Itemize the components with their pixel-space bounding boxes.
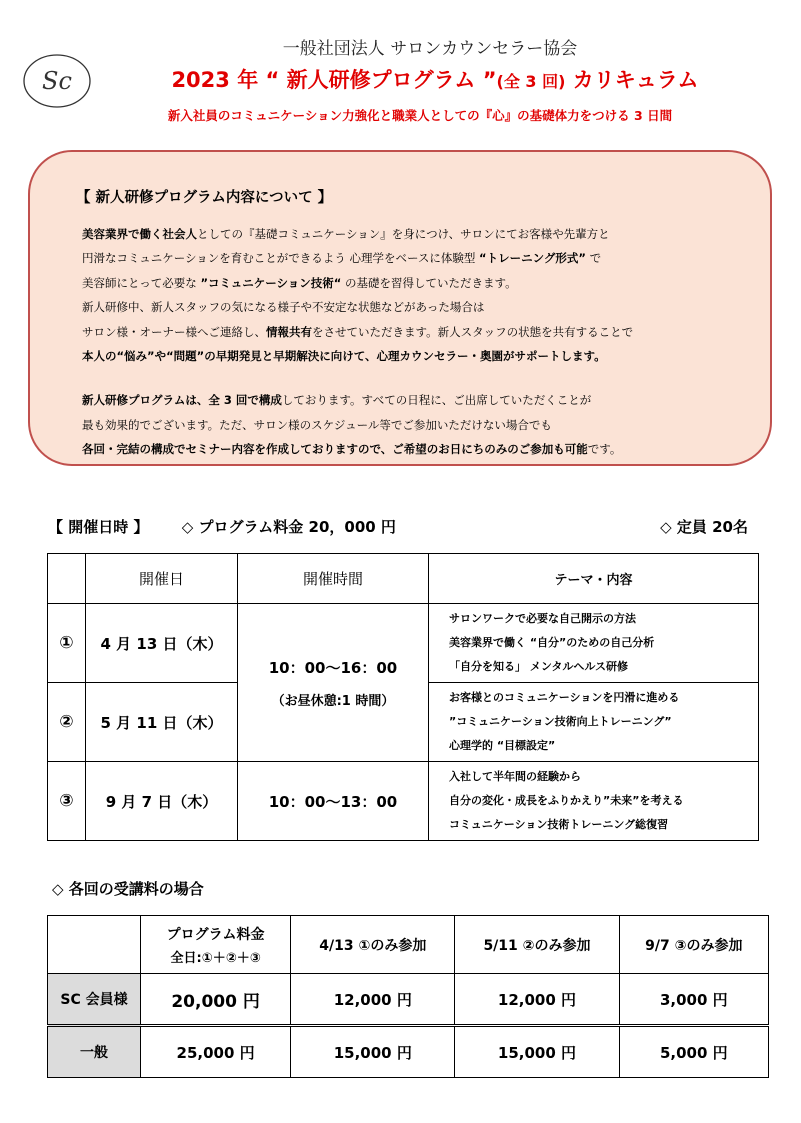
fee-table bbox=[47, 915, 769, 1078]
fee-cell: 25,000 円 bbox=[141, 1026, 291, 1078]
table-row bbox=[48, 762, 759, 841]
fee-cell: 5,000 円 bbox=[619, 1026, 768, 1078]
column-header: テーマ・内容 bbox=[429, 554, 759, 604]
table-header-row bbox=[48, 916, 769, 974]
session-topics: サロンワークで必要な自己開示の方法 美容業界で働く “自分”のための自己分析 「自分を知る」 メンタルヘルス研修 bbox=[429, 604, 759, 683]
session-number: ① bbox=[48, 604, 86, 683]
info-line: 円滑なコミュニケーションを育むことができるよう 心理学をベースに体験型 “トレーニング形式” で bbox=[82, 251, 602, 266]
time-range: 10：00～16：00 bbox=[268, 658, 398, 677]
session-date: 4 月 13 日（木） bbox=[86, 604, 238, 683]
schedule-header bbox=[48, 516, 748, 537]
info-line: サロン様・オーナー様へご連絡し、情報共有をさせていただきます。新人スタッフの状態を共有することで bbox=[82, 324, 634, 339]
row-label: 一般 bbox=[48, 1026, 141, 1078]
fee-cell: 12,000 円 bbox=[455, 974, 619, 1026]
association-logo bbox=[20, 52, 94, 110]
corner-cell bbox=[48, 916, 141, 974]
session-time bbox=[238, 604, 429, 762]
table-row bbox=[48, 974, 769, 1026]
fee-cell: 20,000 円 bbox=[141, 974, 291, 1026]
session-number: ③ bbox=[48, 762, 86, 841]
fee-cell: 12,000 円 bbox=[291, 974, 455, 1026]
info-line: 本人の“悩み”や“問題”の早期発見と早期解決に向けて、心理カウンセラー・奥園がサポートします。 bbox=[82, 349, 606, 364]
column-header bbox=[48, 554, 86, 604]
info-line: 各回・完結の構成でセミナー内容を作成しておりますので、ご希望のお日にちのみのご参加も可能です。 bbox=[82, 442, 622, 457]
info-line: 最も効果的でございます。ただ、サロン様のスケジュール等でご参加いただけない場合でも bbox=[82, 417, 552, 432]
page-subtitle: 新入社員のコミュニケーション力強化と職業人としての『心』の基礎体力をつける 3 日間 bbox=[167, 108, 673, 123]
program-info-box bbox=[28, 150, 772, 466]
session-topics: 入社して半年間の経験から 自分の変化・成長をふりかえり”未来”を考える コミュニケーション技術トレーニング総復習 bbox=[429, 762, 759, 841]
title-count: (全 3 回) bbox=[496, 72, 566, 91]
column-header: 開催日 bbox=[86, 554, 238, 604]
fee-section-title: ◇ 各回の受講料の場合 bbox=[52, 880, 204, 898]
column-header: 4/13 ①のみ参加 bbox=[291, 916, 455, 974]
session-number: ② bbox=[48, 683, 86, 762]
capacity: ◇ 定員 20名 bbox=[660, 518, 748, 536]
table-header-row bbox=[48, 554, 759, 604]
session-date: 5 月 11 日（木） bbox=[86, 683, 238, 762]
fee-cell: 15,000 円 bbox=[291, 1026, 455, 1078]
column-header: 開催時間 bbox=[238, 554, 429, 604]
title-tail: カリキュラム bbox=[565, 68, 699, 92]
break-note: （お昼休憩:1 時間） bbox=[271, 693, 395, 709]
row-label: SC 会員様 bbox=[48, 974, 141, 1026]
fee-cell: 15,000 円 bbox=[455, 1026, 619, 1078]
table-row bbox=[48, 1026, 769, 1078]
session-topics: お客様とのコミュニケーションを円滑に進める ”コミュニケーション技術向上トレーニング” 心理学的 “目標設定” bbox=[429, 683, 759, 762]
program-fee: ◇ プログラム料金 20，000 円 bbox=[181, 518, 396, 536]
table-row bbox=[48, 604, 759, 683]
column-header: プログラム料金 全日:①＋②＋③ bbox=[141, 916, 291, 974]
organization-name: 一般社団法人 サロンカウンセラー協会 bbox=[282, 39, 578, 59]
schedule-label: 【 開催日時 】 bbox=[48, 518, 149, 536]
session-date: 9 月 7 日（木） bbox=[86, 762, 238, 841]
info-body bbox=[82, 222, 772, 462]
info-line: 新人研修プログラムは、全 3 回で構成しております。すべての日程に、ご出席していただくことが bbox=[82, 393, 592, 408]
fee-cell: 3,000 円 bbox=[619, 974, 768, 1026]
page-title bbox=[110, 64, 760, 94]
title-main: 2023 年 “ 新人研修プログラム ” bbox=[171, 68, 497, 92]
info-line: 美容師にとって必要な ”コミュニケーション技術“ の基礎を習得していただきます。 bbox=[82, 275, 517, 290]
info-line: 新人研修中、新人スタッフの気になる様子や不安定な状態などがあった場合は bbox=[82, 300, 485, 315]
session-time: 10：00～13：00 bbox=[238, 762, 429, 841]
schedule-table bbox=[47, 553, 759, 841]
info-line: 美容業界で働く社会人としての『基礎コミュニケーション』を身につけ、サロンにてお客様や先輩方と bbox=[82, 227, 610, 241]
column-header: 5/11 ②のみ参加 bbox=[455, 916, 619, 974]
logo-text: Sc bbox=[42, 67, 72, 95]
column-header: 9/7 ③のみ参加 bbox=[619, 916, 768, 974]
info-heading: 【 新人研修プログラム内容について 】 bbox=[76, 190, 333, 206]
